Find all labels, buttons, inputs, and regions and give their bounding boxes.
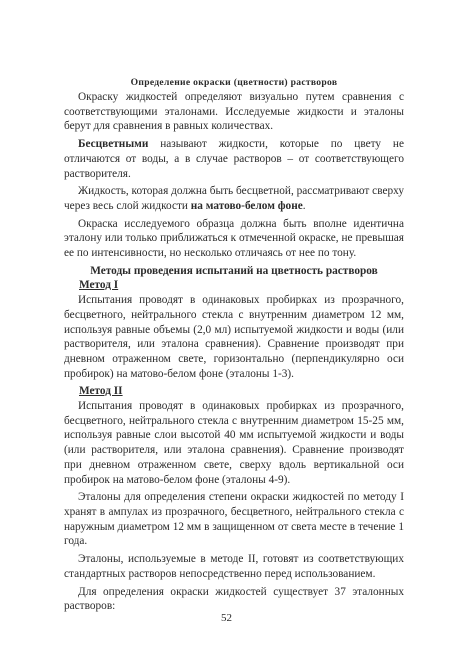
method-1-text: Испытания проводят в одинаковых пробирках из прозрачного, бесцветного, нейтрального стекла с внутренним диаметром 12 мм, используя равные объемы (2,0 мл) испытуемой жидкости и воды (или растворителя, или эталона сравнения). Сравнение производят при дневном отраженном свете, горизонтально (перпендикулярно оси пробирок) на матово-белом фоне (эталоны 1-3). xyxy=(64,294,404,380)
colorless-definition-text: называют жидкости, которые по цвету не отличаются от воды, а в случае растворов – от соответствующего растворителя. xyxy=(64,138,404,180)
viewing-background-emphasis: на матово-белом фоне xyxy=(190,199,303,212)
page-number: 52 xyxy=(221,612,232,624)
paragraph-identity: Окраска исследуемого образца должна быть вполне идентична эталону или только приближаться к отмеченной окраске, не превышая ее по интенсивности, но несколько отличаясь от нее по тону. xyxy=(64,217,404,260)
paragraph-standards-count: Для определения окраски жидкостей существует 37 эталонных растворов: xyxy=(64,585,404,613)
method-1-title: Метод I xyxy=(79,279,119,292)
paragraph-intro: Окраску жидкостей определяют визуально путем сравнения с соответствующими эталонами. Исследуемые жидкости и эталоны берут для сравнения в равных количествах. xyxy=(64,91,404,133)
methods-heading: Методы проведения испытаний на цветность растворов xyxy=(90,264,378,277)
term-colorless: Бесцветными xyxy=(78,138,149,151)
paragraph-method2-prep: Эталоны, используемые в методе II, готовят из соответствующих стандартных растворов непосредственно перед использованием. xyxy=(64,553,404,580)
paragraph-viewing xyxy=(64,184,404,213)
paragraph-colorless-definition xyxy=(64,137,404,181)
viewing-text: Жидкость, которая должна быть бесцветной, рассматривают сверху через весь слой жидкости xyxy=(64,185,404,212)
section-title: Определение окраски (цветности) растворов xyxy=(130,77,338,88)
paragraph-storage: Эталоны для определения степени окраски жидкостей по методу I хранят в ампулах из прозрачного, бесцветного, нейтрального стекла с наружным диаметром 12 мм в защищенном от света месте в течение 1 года. xyxy=(64,491,404,548)
page-content xyxy=(64,76,404,617)
method-2-title: Метод II xyxy=(79,385,123,398)
viewing-text-end: . xyxy=(302,199,306,212)
method-2-text: Испытания проводят в одинаковых пробирках из прозрачного, бесцветного, нейтрального стекла с внутренним диаметром 15-25 мм, используя равные слои высотой 40 мм испытуемой жидкости и воды (или растворителя, или эталона сравнения). Сравнение производят при дневном отраженном свете, сверху вдоль вертикальной оси пробирок на матово-белом фоне (эталоны 4-9). xyxy=(64,400,404,486)
